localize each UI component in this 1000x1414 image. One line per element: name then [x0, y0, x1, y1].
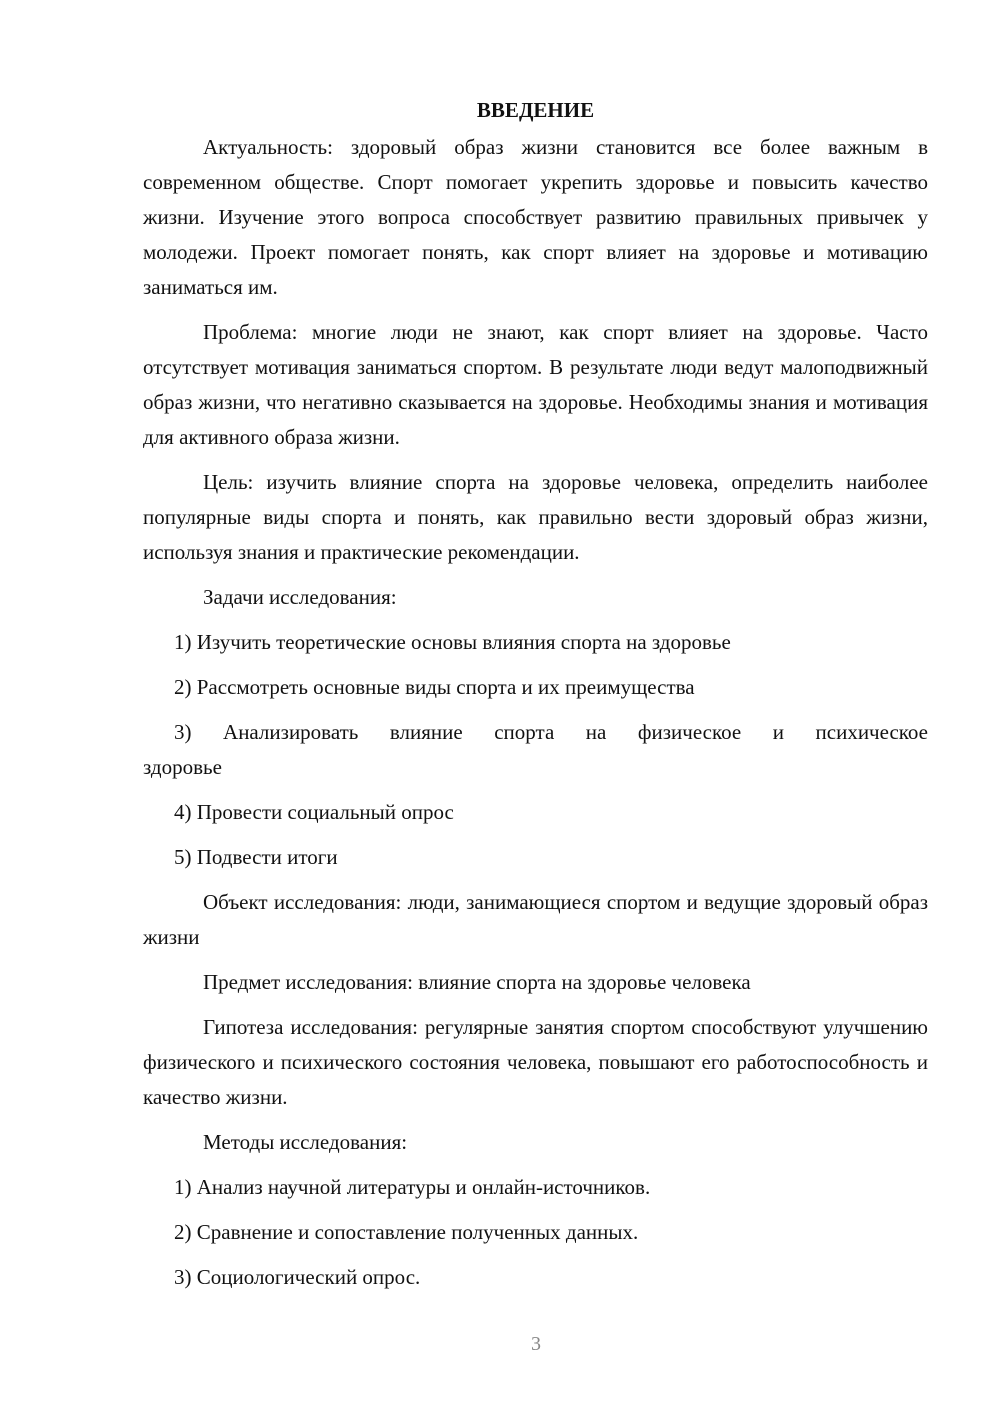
method-item: 2) Сравнение и сопоставление полученных данных. — [174, 1220, 639, 1244]
document-page — [143, 92, 928, 1305]
task-item: 3) Анализировать влияние спорта на физическое и психическое здоровье — [143, 720, 928, 779]
task-item: 4) Провести социальный опрос — [174, 800, 454, 824]
page-number: 3 — [531, 1333, 541, 1355]
object-paragraph: Объект исследования: люди, занимающиеся спортом и ведущие здоровый образ жизни — [143, 890, 928, 949]
task-item: 2) Рассмотреть основные виды спорта и их преимущества — [174, 675, 695, 699]
problem-paragraph: Проблема: многие люди не знают, как спорт влияет на здоровье. Часто отсутствует мотивация заниматься спортом. В результате люди ведут малоподвижный образ жизни, что негативно сказывается на здоровье. Необходимы знания и мотивация для активного образа жизни. — [143, 320, 928, 449]
task-item: 5) Подвести итоги — [174, 845, 338, 869]
tasks-heading: Задачи исследования: — [203, 585, 397, 609]
method-item: 3) Социологический опрос. — [174, 1265, 421, 1289]
subject-paragraph: Предмет исследования: влияние спорта на здоровье человека — [203, 970, 751, 994]
hypothesis-paragraph: Гипотеза исследования: регулярные занятия спортом способствуют улучшению физического и психического состояния человека, повышают его работоспособность и качество жизни. — [143, 1015, 928, 1109]
section-title: ВВЕДЕНИЕ — [476, 98, 595, 122]
methods-heading: Методы исследования: — [203, 1130, 408, 1154]
task-item: 1) Изучить теоретические основы влияния спорта на здоровье — [174, 630, 731, 654]
goal-paragraph: Цель: изучить влияние спорта на здоровье человека, определить наиболее популярные виды спорта и понять, как правильно вести здоровый образ жизни, используя знания и практические рекомендации. — [143, 470, 928, 564]
relevance-paragraph: Актуальность: здоровый образ жизни становится все более важным в современном обществе. Спорт помогает укрепить здоровье и повысить качество жизни. Изучение этого вопроса способствует развитию правильных привычек у молодежи. Проект помогает понять, как спорт влияет на здоровье и мотивацию заниматься им. — [143, 135, 928, 299]
method-item: 1) Анализ научной литературы и онлайн-источников. — [174, 1175, 651, 1199]
